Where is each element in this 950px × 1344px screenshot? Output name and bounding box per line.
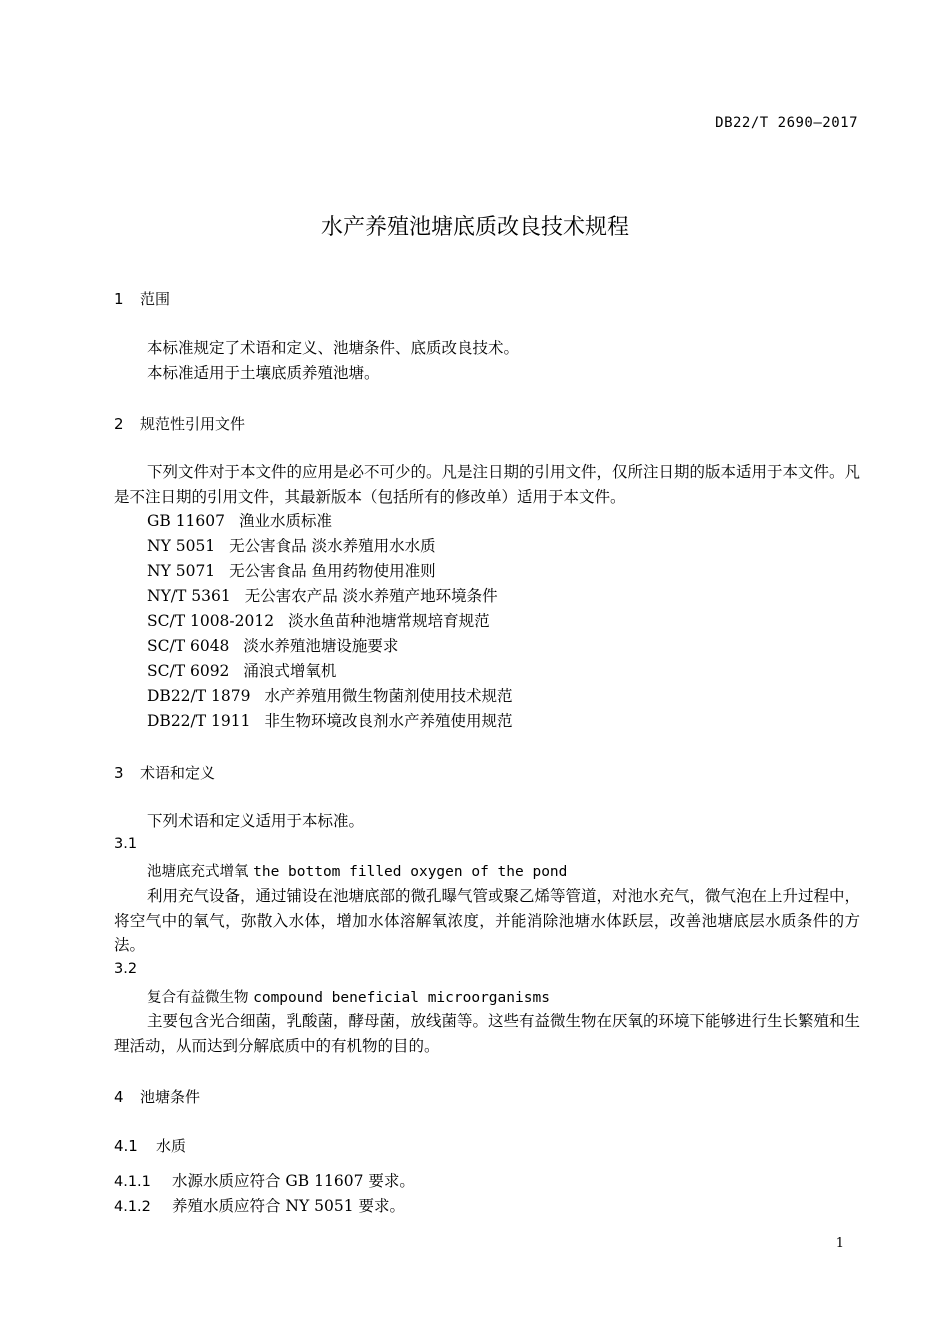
- reference-title: 无公害农产品 淡水养殖产地环境条件: [244, 587, 498, 605]
- reference-title: 淡水鱼苗种池塘常规培育规范: [288, 612, 490, 630]
- section-4-heading: [114, 1086, 200, 1107]
- reference-code: DB22/T 1911: [147, 712, 251, 730]
- subsection-number: 4.1: [114, 1137, 138, 1155]
- term-chinese: 复合有益微生物: [147, 990, 249, 1006]
- reference-item: [147, 509, 332, 534]
- section-1-heading: [114, 288, 170, 309]
- reference-title: 水产养殖用微生物菌剂使用技术规范: [264, 687, 513, 705]
- reference-title: 无公害食品 淡水养殖用水水质: [229, 537, 436, 555]
- reference-item: [147, 534, 436, 559]
- term-number: 3.2: [114, 961, 138, 977]
- reference-code: DB22/T 1879: [147, 687, 251, 705]
- references-intro: 下列文件对于本文件的应用是必不可少的。凡是注日期的引用文件，仅所注日期的版本适用于本文件。凡是不注日期的引用文件，其最新版本（包括所有的修改单）适用于本文件。: [114, 463, 861, 506]
- term-definition: 利用充气设备，通过铺设在池塘底部的微孔曝气管或聚乙烯等管道，对池水充气，微气泡在上升过程中，将空气中的氧气，弥散入水体，增加水体溶解氧浓度，并能消除池塘水体跃层，改善池塘底层水质条件的方法。: [114, 887, 861, 954]
- document-title: 水产养殖池塘底质改良技术规程: [320, 215, 629, 240]
- reference-code: NY 5071: [147, 562, 216, 580]
- section-3-heading: [114, 762, 215, 783]
- term-english: compound beneficial microorganisms: [253, 990, 550, 1006]
- reference-item: [147, 659, 336, 684]
- reference-item: [147, 709, 513, 734]
- term-definition: 主要包含光合细菌，乳酸菌，酵母菌，放线菌等。这些有益微生物在厌氧的环境下能够进行生长繁殖和生理活动，从而达到分解底质中的有机物的目的。: [114, 1012, 861, 1055]
- clause-number: 4.1.1: [114, 1174, 151, 1190]
- reference-item: [147, 584, 498, 609]
- section-title: 规范性引用文件: [140, 415, 246, 433]
- reference-title: 渔业水质标准: [239, 512, 333, 530]
- scope-paragraph-1: 本标准规定了术语和定义、池塘条件、底质改良技术。: [147, 339, 520, 357]
- reference-title: 无公害食品 鱼用药物使用准则: [229, 562, 436, 580]
- subsection-title: 水质: [156, 1137, 187, 1155]
- clause-item: [114, 1169, 415, 1195]
- term-chinese: 池塘底充式增氧: [147, 864, 249, 880]
- term-heading: [147, 986, 550, 1007]
- section-number: 3: [114, 764, 124, 782]
- reference-code: NY 5051: [147, 537, 216, 555]
- section-number: 1: [114, 290, 124, 308]
- reference-item: [147, 559, 436, 584]
- reference-code: SC/T 6048: [147, 637, 230, 655]
- section-number: 4: [114, 1088, 124, 1106]
- reference-item: [147, 634, 398, 659]
- clause-number: 4.1.2: [114, 1199, 151, 1215]
- subsection-4-1-heading: [114, 1135, 186, 1156]
- clause-item: [114, 1194, 405, 1220]
- page-number: 1: [835, 1236, 844, 1251]
- section-title: 池塘条件: [140, 1088, 201, 1106]
- section-2-heading: [114, 413, 245, 434]
- term-heading: [147, 860, 567, 881]
- reference-title: 涌浪式增氧机: [243, 662, 337, 680]
- reference-title: 淡水养殖池塘设施要求: [243, 637, 399, 655]
- reference-item: [147, 609, 490, 634]
- scope-paragraph-2: 本标准适用于土壤底质养殖池塘。: [147, 364, 380, 382]
- section-title: 范围: [140, 290, 171, 308]
- clause-text: 养殖水质应符合 NY 5051 要求。: [172, 1197, 406, 1215]
- reference-code: NY/T 5361: [147, 587, 231, 605]
- reference-code: SC/T 6092: [147, 662, 230, 680]
- section-number: 2: [114, 415, 124, 433]
- reference-title: 非生物环境改良剂水产养殖使用规范: [264, 712, 513, 730]
- reference-code: SC/T 1008-2012: [147, 612, 275, 630]
- reference-item: [147, 684, 513, 709]
- term-number: 3.1: [114, 836, 138, 852]
- term-english: the bottom filled oxygen of the pond: [253, 864, 568, 880]
- reference-code: GB 11607: [147, 512, 226, 530]
- clause-text: 水源水质应符合 GB 11607 要求。: [172, 1172, 415, 1190]
- terms-intro: 下列术语和定义适用于本标准。: [147, 812, 365, 830]
- section-title: 术语和定义: [140, 764, 216, 782]
- standard-code: DB22/T 2690—2017: [715, 115, 858, 131]
